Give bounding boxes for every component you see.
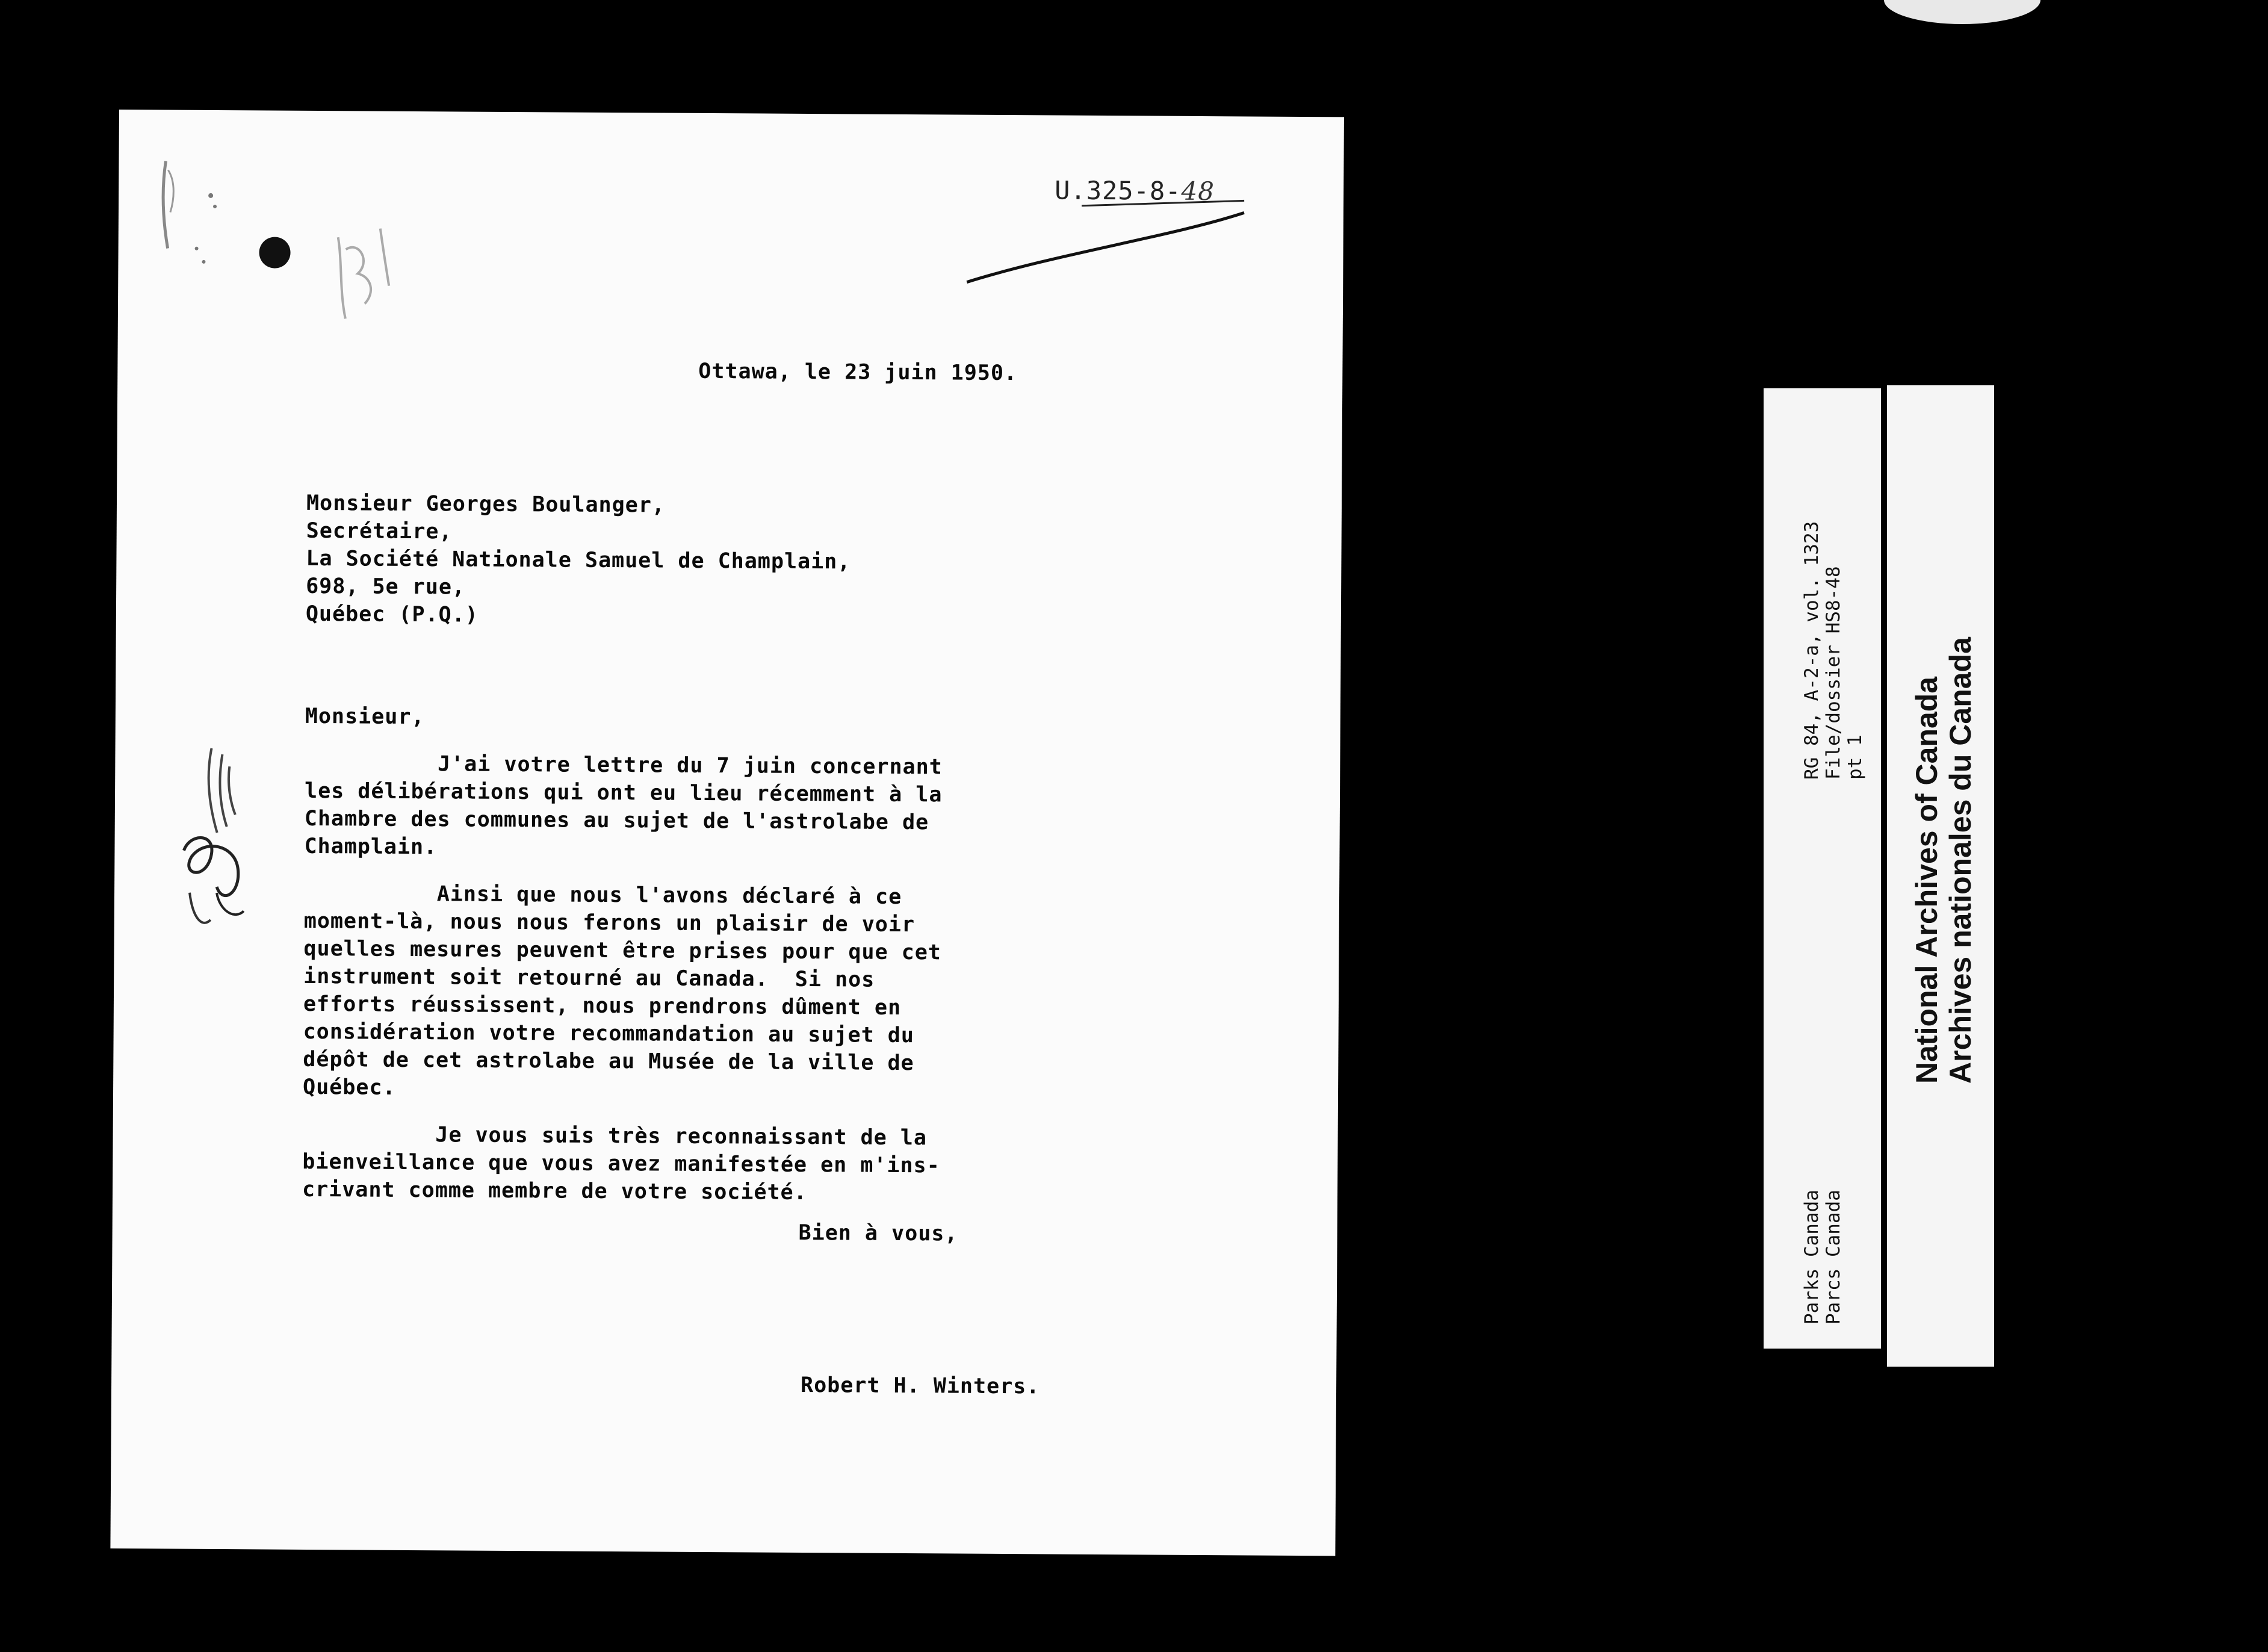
body-line: Québec. bbox=[302, 1075, 396, 1100]
closing: Bien à vous, bbox=[798, 1220, 958, 1246]
archive-reference-line: RG 84, A-2-a, vol. 1323 bbox=[1801, 521, 1823, 780]
body-line: bienveillance que vous avez manifestée en m'ins- bbox=[302, 1149, 940, 1178]
recipient-line: La Société Nationale Samuel de Champlain, bbox=[306, 546, 851, 574]
archive-reference-line: pt 1 bbox=[1844, 734, 1866, 780]
body-line: Je vous suis très reconnaissant de la bbox=[302, 1122, 928, 1150]
body-line: Ainsi que nous l'avons déclaré à ce bbox=[303, 881, 902, 909]
recipient-line: Québec (P.Q.) bbox=[305, 601, 479, 627]
salutation: Monsieur, bbox=[305, 704, 425, 730]
agency-text bbox=[1801, 1190, 1844, 1324]
file-number-handwritten: 48 bbox=[1181, 176, 1215, 206]
body-line: quelles mesures peuvent être prises pour que cet bbox=[303, 936, 942, 965]
place-date: Ottawa, le 23 juin 1950. bbox=[698, 359, 1018, 386]
recipient-line: Monsieur Georges Boulanger, bbox=[306, 491, 666, 518]
file-reference bbox=[1055, 175, 1215, 206]
recipient-line: Secrétaire, bbox=[306, 518, 453, 544]
body-line: efforts réussissent, nous prendrons dûment en bbox=[303, 992, 902, 1020]
agency-line: Parcs Canada bbox=[1823, 1190, 1844, 1324]
signature: Robert H. Winters. bbox=[800, 1373, 1040, 1399]
letter-page bbox=[110, 110, 1344, 1556]
body-line: moment-là, nous nous ferons un plaisir de voir bbox=[303, 908, 916, 937]
body-line: dépôt de cet astrolabe au Musée de la ville de bbox=[303, 1047, 914, 1076]
body-line: Champlain. bbox=[304, 834, 438, 860]
archive-reference-line: File/dossier HS8-48 bbox=[1823, 566, 1844, 780]
body-line: instrument soit retourné au Canada. Si nos bbox=[303, 964, 875, 992]
archives-label-strip bbox=[1887, 385, 1994, 1367]
agency-line: Parks Canada bbox=[1801, 1190, 1823, 1324]
archive-reference-strip bbox=[1764, 388, 1881, 1349]
archive-reference-text bbox=[1801, 521, 1866, 780]
body-line: les délibérations qui ont eu lieu récemment à la bbox=[304, 778, 943, 807]
file-number: U.325-8- bbox=[1055, 175, 1182, 206]
recipient-line: 698, 5e rue, bbox=[306, 574, 466, 600]
scan-light-spot bbox=[1884, 0, 2040, 24]
archives-name-text bbox=[1910, 637, 1977, 1084]
archives-name-line: Archives nationales du Canada bbox=[1944, 637, 1977, 1084]
body-line: considération votre recommandation au sujet du bbox=[303, 1019, 915, 1048]
body-line: crivant comme membre de votre société. bbox=[302, 1177, 807, 1205]
archives-name-line: National Archives of Canada bbox=[1910, 676, 1944, 1084]
body-line: Chambre des communes au sujet de l'astrolabe de bbox=[304, 806, 929, 835]
body-line: J'ai votre lettre du 7 juin concernant bbox=[305, 751, 943, 780]
